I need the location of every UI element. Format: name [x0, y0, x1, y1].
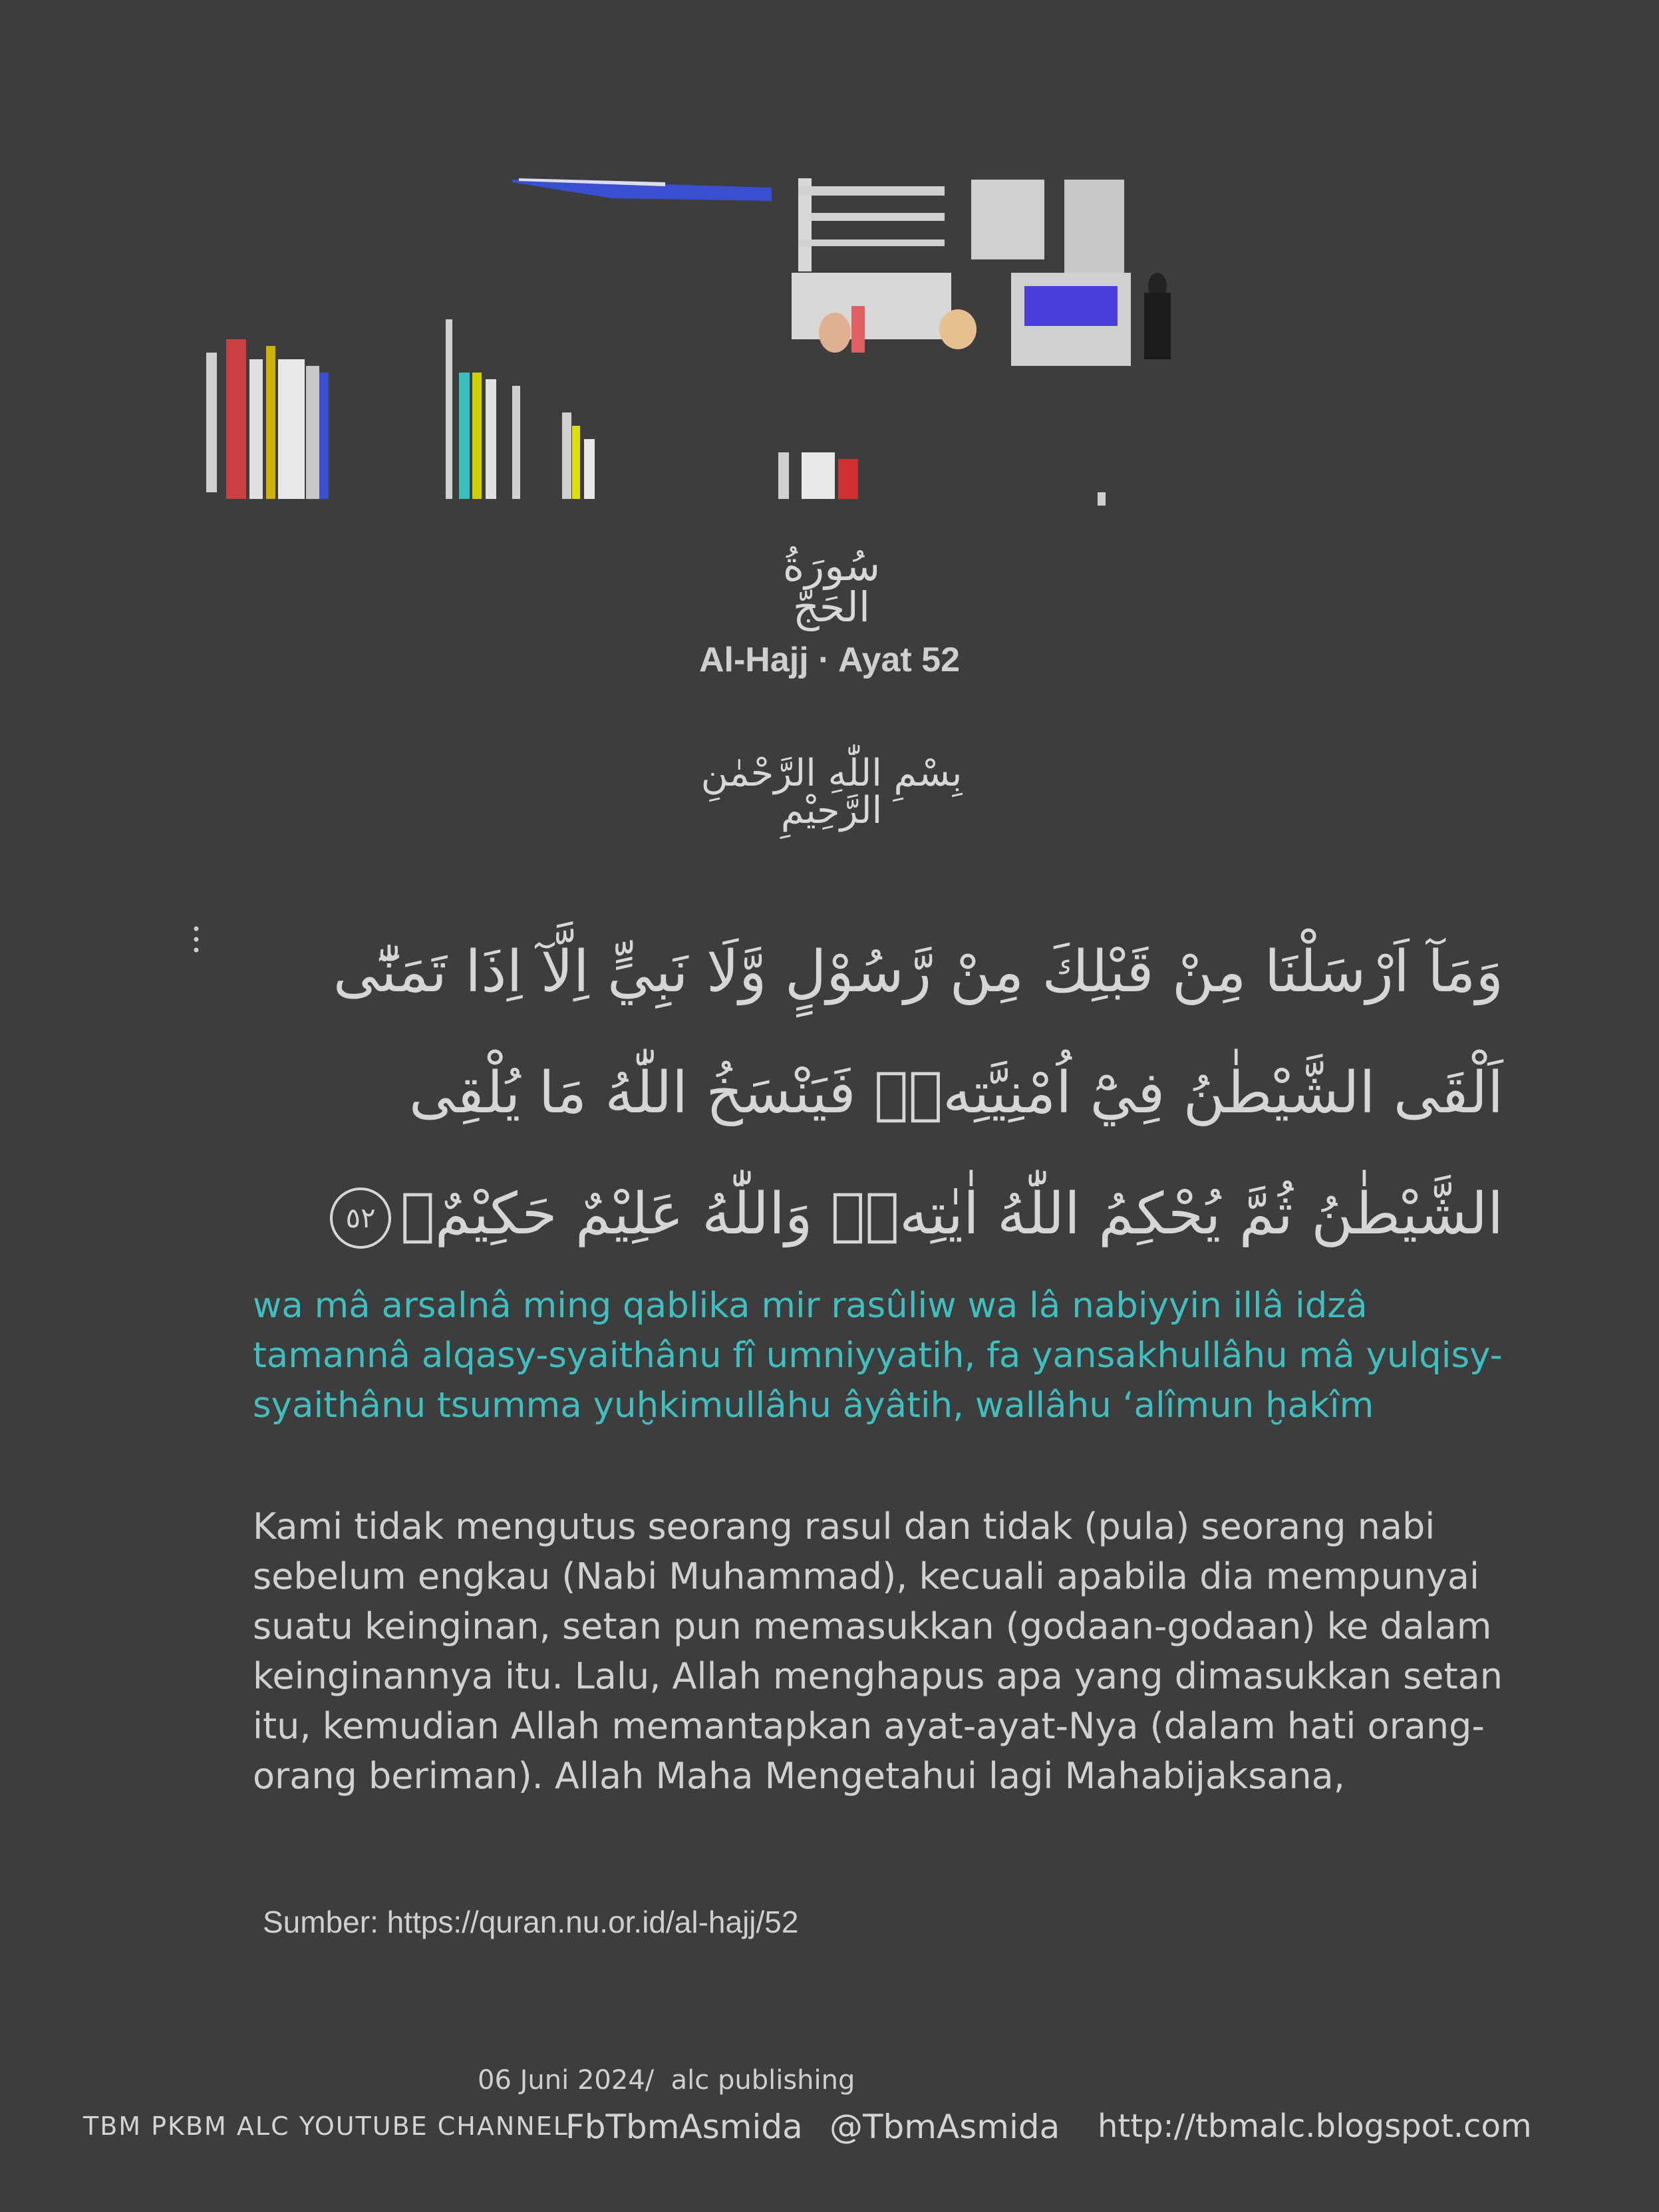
verse-arabic: [266, 911, 1503, 1275]
source-link[interactable]: Sumber: https://quran.nu.or.id/al-hajj/52: [263, 1905, 799, 1939]
verse-translation: Kami tidak mengutus seorang rasul dan tidak (pula) seorang nabi sebelum engkau (Nabi Muhammad), kecuali apabila dia mempunyai suatu keinginan, setan pun memasukkan (godaan-godaan) ke dalam keinginannya itu. Lalu, Allah menghapus apa yang dimasukkan setan itu, kemudian Allah memantapkan ayat-ayat-Nya (dalam hati orang-orang beriman). Allah Maha Mengetahui lagi Mahabijaksana,: [253, 1505, 1503, 1797]
date-publisher: 06 Juni 2024/ alc publishing: [478, 2065, 855, 2096]
footer-twitter: @TbmAsmida: [830, 2108, 1060, 2146]
footer-blog-url[interactable]: http://tbmalc.blogspot.com: [1098, 2108, 1532, 2145]
surah-name-calligraphy: سُورَةُ الحَجّ: [782, 542, 881, 631]
footer-youtube-channel: TBM PKBM ALC YOUTUBE CHANNEL: [83, 2112, 569, 2141]
basmalah: بِسْمِ اللّٰهِ الرَّحْمٰنِ الرَّحِيْمِ: [700, 752, 963, 832]
footer-facebook: FbTbmAsmida: [565, 2108, 803, 2146]
verse-arabic-text: وَمَآ اَرْسَلْنَا مِنْ قَبْلِكَ مِنْ رَّسُوْلٍ وَّلَا نَبِيٍّ اِلَّآ اِذَا تَمَنّٰٓى اَلْقَى الشَّيْطٰنُ فِيْٓ اُمْنِيَّتِهٖۚ فَيَنْسَخُ اللّٰهُ مَا يُلْقِى الشَّيْطٰنُ ثُمَّ يُحْكِمُ اللّٰهُ اٰيٰتِهٖۗ وَاللّٰهُ عَلِيْمٌ حَكِيْمٌۙ: [333, 939, 1503, 1247]
verse-transliteration: wa mâ arsalnâ ming qablika mir rasûliw wa lâ nabiyyin illâ idzâ tamannâ alqasy-syaithânu fî umniyyatih, fa yansakhullâhu mâ yulqisy-syaithânu tsumma yuḫkimullâhu âyâtih, wallâhu ‘alîmun ḫakîm: [253, 1285, 1503, 1426]
surah-title: Al-Hajj · Ayat 52: [698, 641, 961, 679]
header-image: [200, 173, 1264, 512]
ayah-number-marker: ٥٢: [330, 1187, 391, 1249]
footer-credits: [83, 2108, 1613, 2154]
more-vertical-icon[interactable]: [188, 925, 204, 954]
